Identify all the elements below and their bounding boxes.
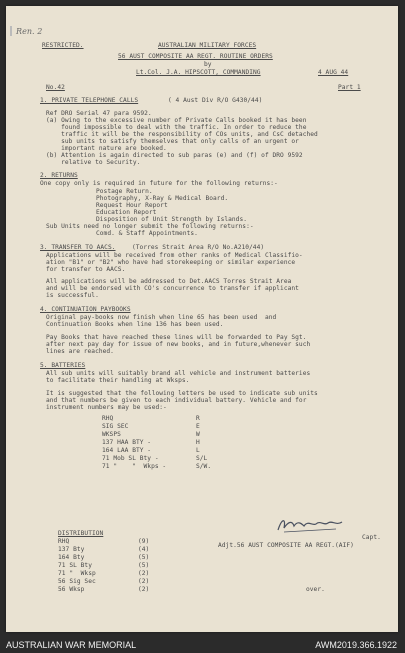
orders-title: 56 AUST COMPOSITE AA REGT. ROUTINE ORDERS bbox=[118, 53, 273, 60]
section-2-line: One copy only is required in future for the following returns:- bbox=[40, 180, 278, 187]
corner-handwritten-note: Ren. 2 bbox=[16, 27, 43, 36]
section-2-line: Sub Units need no longer submit the following returns:- bbox=[46, 223, 254, 230]
over-note: over. bbox=[306, 586, 325, 593]
section-5-line: It is suggested that the following letters be used to indicate sub units bbox=[46, 390, 318, 397]
distribution-title: DISTRIBUTION bbox=[58, 530, 104, 537]
distribution-unit: 137 Bty bbox=[58, 546, 85, 553]
section-1-line: sub units to satisfy themselves that only calls of an urgent or bbox=[46, 138, 299, 145]
section-3-title: 3. TRANSFER TO AACS. bbox=[40, 244, 116, 251]
section-5-title: 5. BATTERIES bbox=[40, 362, 86, 369]
distribution-count: (5) bbox=[138, 562, 150, 569]
document-page bbox=[6, 6, 398, 632]
distribution-unit: 164 Bty bbox=[58, 554, 85, 561]
footer-accession-number: AWM2019.366.1922 bbox=[315, 640, 397, 650]
battery-letter: E bbox=[196, 423, 200, 430]
commander-line: Lt.Col. J.A. HIPSCOTT, COMMANDING bbox=[136, 69, 261, 76]
section-2-return-item: Comd. & Staff Appointments. bbox=[96, 230, 198, 237]
section-3-reference: (Torres Strait Area R/O No.A210/44) bbox=[132, 244, 265, 251]
section-1-line: found impossible to deal with the traffic. In order to reduce the bbox=[46, 124, 307, 131]
signatory-appointment: Adjt.56 AUST COMPOSITE AA REGT.(AIF) bbox=[218, 542, 354, 549]
section-5-line: to facilitate their handling at Wksps. bbox=[46, 377, 190, 384]
battery-unit: 71 " " Wkps - bbox=[102, 463, 167, 470]
battery-unit: 71 Mob SL Bty - bbox=[102, 455, 159, 462]
battery-unit: 164 LAA BTY - bbox=[102, 447, 152, 454]
battery-unit: 137 HAA BTY - bbox=[102, 439, 152, 446]
order-date: 4 AUG 44 bbox=[318, 69, 349, 76]
section-5-line: instrument numbers may be used:- bbox=[46, 404, 167, 411]
by-label: by bbox=[204, 61, 212, 68]
section-1-reference: ( 4 Aust Div R/O G430/44) bbox=[168, 97, 263, 104]
section-2-return-item: Photography, X-Ray & Medical Board. bbox=[96, 195, 229, 202]
section-1-line: relative to Security. bbox=[46, 159, 141, 166]
battery-letter: W bbox=[196, 431, 200, 438]
battery-unit: SIG SEC bbox=[102, 423, 129, 430]
signature-mark bbox=[276, 514, 346, 536]
section-4-line: Original pay-books now finish when line 65 has been used and bbox=[46, 314, 277, 321]
distribution-unit: 56 Sig Sec bbox=[58, 578, 96, 585]
classification-label: RESTRICTED. bbox=[42, 42, 84, 49]
order-number: No.42 bbox=[46, 84, 65, 91]
section-2-return-item: Disposition of Unit Strength by Islands. bbox=[96, 216, 248, 223]
section-3-line: for transfer to AACS. bbox=[46, 266, 126, 273]
battery-unit: WKSPS bbox=[102, 431, 121, 438]
footer-institution: AUSTRALIAN WAR MEMORIAL bbox=[6, 640, 137, 650]
distribution-count: (4) bbox=[138, 546, 150, 553]
battery-letter: L bbox=[196, 447, 200, 454]
part-label: Part 1 bbox=[338, 84, 361, 91]
distribution-count: (5) bbox=[138, 554, 150, 561]
section-2-return-item: Education Report bbox=[96, 209, 157, 216]
battery-letter: H bbox=[196, 439, 200, 446]
battery-letter: S/L bbox=[196, 455, 208, 462]
staple-mark bbox=[10, 26, 12, 36]
section-4-line: lines are reached. bbox=[46, 348, 114, 355]
distribution-unit: RHQ bbox=[58, 538, 70, 545]
battery-unit: RHQ bbox=[102, 415, 114, 422]
section-1-line: important nature are booked. bbox=[46, 145, 167, 152]
section-1-line: (a) Owing to the excessive number of Private Calls booked it has been bbox=[46, 117, 307, 124]
section-2-title: 2. RETURNS bbox=[40, 172, 78, 179]
signatory-rank: Capt. bbox=[362, 534, 381, 541]
section-4-line: after next pay day for issue of new books, and in future,whenever such bbox=[46, 341, 311, 348]
distribution-count: (9) bbox=[138, 538, 150, 545]
section-5-line: and that numbers be given to each individual battery. Vehicle and for bbox=[46, 397, 307, 404]
section-2-return-item: Postage Return. bbox=[96, 188, 153, 195]
distribution-unit: 71 SL Bty bbox=[58, 562, 92, 569]
distribution-count: (2) bbox=[138, 578, 150, 585]
battery-letter: R bbox=[196, 415, 200, 422]
distribution-count: (2) bbox=[138, 570, 150, 577]
distribution-unit: 56 Wksp bbox=[58, 586, 85, 593]
section-1-line: (b) Attention is again directed to sub paras (e) and (f) of DRO 9592 bbox=[46, 152, 303, 159]
archive-footer bbox=[0, 636, 405, 653]
section-5-line: All sub units will suitably brand all vehicle and instrument batteries bbox=[46, 370, 311, 377]
distribution-unit: 71 " Wksp bbox=[58, 570, 96, 577]
section-1-line: traffic it will be the responsibility of COs units, and CsC detached bbox=[46, 131, 318, 138]
section-2-return-item: Request Hour Report bbox=[96, 202, 168, 209]
battery-letter: S/W. bbox=[196, 463, 212, 470]
section-1-line: Ref DRO Serial 47 para 9592. bbox=[46, 110, 152, 117]
section-4-line: Continuation Books when line 136 has been used. bbox=[46, 321, 224, 328]
distribution-count: (2) bbox=[138, 586, 150, 593]
section-3-line: and will be endorsed with CO's concurrence to transfer if applicant bbox=[46, 285, 299, 292]
section-4-title: 4. CONTINUATION PAYBOOKS bbox=[40, 306, 131, 313]
section-3-line: ation "B1" or "B2" who have had storekeeping or similar experience bbox=[46, 259, 296, 266]
section-3-line: All applications will be addressed to Det.AACS Torres Strait Area bbox=[46, 278, 292, 285]
force-title: AUSTRALIAN MILITARY FORCES bbox=[158, 42, 257, 49]
section-1-title: 1. PRIVATE TELEPHONE CALLS bbox=[40, 97, 139, 104]
section-3-line: is successful. bbox=[46, 292, 99, 299]
section-4-line: Pay Books that have reached these lines will be forwarded to Pay Sgt. bbox=[46, 334, 307, 341]
section-3-line: Applications will be received from other ranks of Medical Classifio- bbox=[46, 252, 303, 259]
